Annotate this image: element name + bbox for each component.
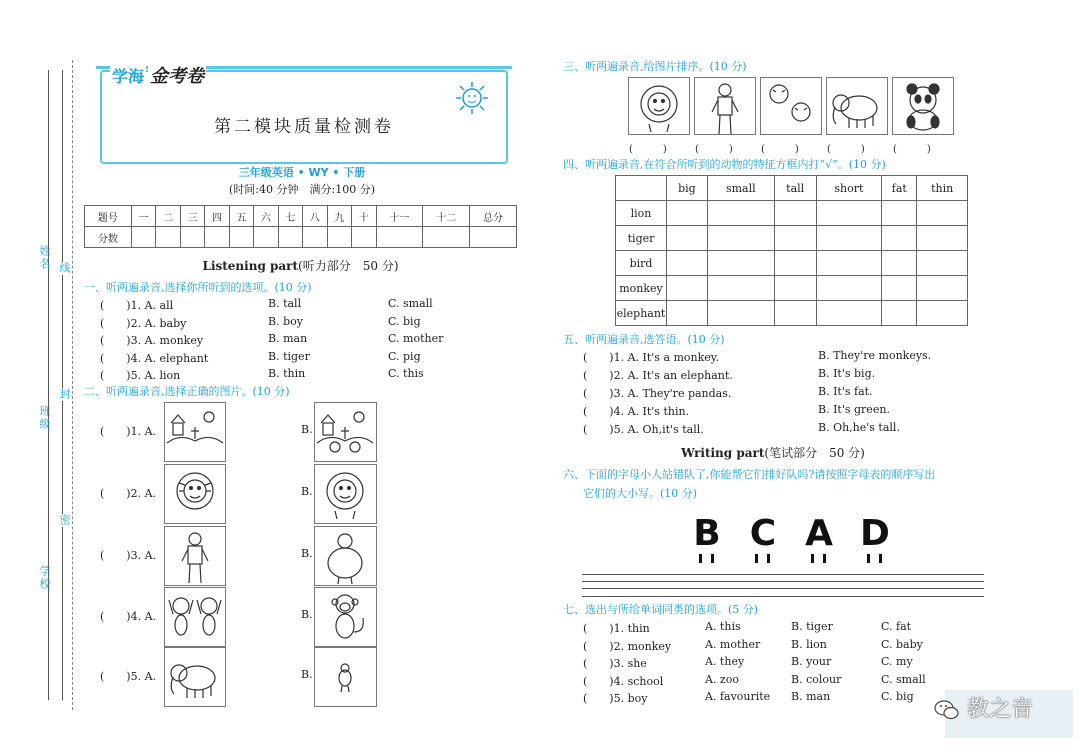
q4-column-header: big — [667, 176, 708, 201]
score-input-cell[interactable] — [254, 227, 278, 248]
q4-row — [616, 251, 968, 276]
score-input-cell[interactable] — [180, 227, 204, 248]
time-info: (时间:40 分钟 满分:100 分) — [229, 183, 375, 196]
q2-picture-a-scene-icon[interactable] — [164, 402, 226, 462]
page-title: 第二模块质量检测卷 — [214, 117, 394, 137]
q5-item: ( )1. A. It's a monkey. — [583, 351, 720, 364]
q4-check-cell[interactable] — [882, 251, 917, 276]
q2-item: ( )1. A. — [100, 425, 157, 438]
q4-column-header: fat — [882, 176, 917, 201]
q7-option-a: A. mother — [705, 637, 761, 651]
q5-item: ( )2. A. It's an elephant. — [583, 369, 733, 382]
q1-option-b: B. boy — [268, 314, 303, 328]
q7-option-b: B. colour — [791, 672, 842, 686]
q4-check-cell[interactable] — [707, 276, 774, 301]
letter-glyph: A — [805, 513, 833, 554]
school-label: 学校 — [38, 565, 51, 591]
q3-heading: 三、听两遍录音,给图片排序。(10 分) — [563, 60, 747, 73]
q4-check-cell[interactable] — [816, 276, 882, 301]
binding-line-cut — [72, 60, 73, 710]
score-input-cell[interactable] — [303, 227, 327, 248]
q4-row — [616, 226, 968, 251]
q4-header-row — [616, 176, 968, 201]
q1-option-c: C. pig — [388, 349, 421, 363]
score-input-cell[interactable] — [229, 227, 253, 248]
q3-picture-man-icon[interactable] — [694, 77, 756, 135]
q4-check-cell[interactable] — [917, 301, 968, 326]
brand-logo-name: 金考卷 — [148, 62, 206, 88]
q1-item: ( )3. A. monkey — [100, 334, 204, 348]
q6-heading-line2: 它们的大小写。(10 分) — [583, 487, 698, 500]
q3-picture-panda-icon[interactable] — [892, 77, 954, 135]
q7-option-a: A. favourite — [705, 690, 771, 704]
score-header-cell: 四 — [205, 206, 229, 227]
score-input-cell[interactable] — [327, 227, 351, 248]
watermark-badge — [945, 690, 1073, 738]
q4-check-cell[interactable] — [667, 226, 708, 251]
q4-row-label: monkey — [616, 276, 667, 301]
q5-option-b: B. It's fat. — [818, 385, 873, 398]
q3-picture-tigers-icon[interactable] — [760, 77, 822, 135]
score-input-cell[interactable] — [156, 227, 180, 248]
score-input-cell[interactable] — [470, 227, 517, 248]
letter-figure-b — [690, 514, 724, 564]
q1-option-b: B. thin — [268, 367, 306, 381]
q7-option-b: B. your — [791, 655, 832, 669]
binding-line-left — [48, 70, 49, 700]
q5-option-b: B. It's big. — [818, 367, 876, 380]
q4-check-cell[interactable] — [707, 226, 774, 251]
q7-option-a: A. they — [705, 655, 745, 669]
q4-column-header: small — [707, 176, 774, 201]
q2-picture-a-tiger-icon[interactable] — [164, 464, 226, 524]
q7-option-c: C. baby — [881, 637, 923, 651]
q4-check-cell[interactable] — [882, 226, 917, 251]
q2-option-b-label: B. — [301, 485, 313, 498]
q4-check-cell[interactable] — [774, 251, 816, 276]
q4-heading: 四、听两遍录音,在符合所听到的动物的特征方框内打“√”。(10 分) — [563, 158, 886, 171]
letter-figure-d — [858, 514, 892, 564]
listening-part-title — [84, 257, 517, 274]
letter-glyph: C — [749, 513, 777, 554]
q4-row-label: elephant — [616, 301, 667, 326]
wechat-icon — [933, 698, 961, 722]
watermark-text: 教之音 — [967, 697, 1034, 722]
q4-check-cell[interactable] — [816, 251, 882, 276]
q4-check-cell[interactable] — [882, 201, 917, 226]
class-label: 班级 — [38, 405, 51, 431]
score-header-cell: 七 — [278, 206, 302, 227]
q1-item: ( )2. A. baby — [100, 316, 187, 330]
q7-item: ( )1. thin — [583, 622, 650, 635]
q4-check-cell[interactable] — [816, 301, 882, 326]
writing-title-en: Writing part — [681, 446, 765, 460]
q4-check-cell[interactable] — [917, 201, 968, 226]
q5-item: ( )5. A. Oh,it's tall. — [583, 423, 704, 436]
score-input-cell[interactable] — [131, 227, 155, 248]
q4-column-header: short — [816, 176, 882, 201]
cut-mark-seal: 封 — [58, 388, 71, 401]
q3-picture-elephant-icon[interactable] — [826, 77, 888, 135]
letter-leg — [711, 554, 714, 563]
letter-leg — [823, 554, 826, 563]
listening-title-cn: (听力部分 50 分) — [298, 259, 399, 273]
q1-item: ( )5. A. lion — [100, 369, 181, 383]
q7-option-b: B. man — [791, 690, 831, 704]
writing-line — [582, 574, 984, 575]
q7-option-c: C. my — [881, 655, 913, 669]
score-header-cell: 二 — [156, 206, 180, 227]
listening-title-en: Listening part — [202, 259, 299, 273]
q4-row-label: lion — [616, 201, 667, 226]
letter-leg — [767, 554, 770, 563]
letter-leg — [699, 554, 702, 563]
writing-part-title — [563, 444, 983, 461]
q4-check-cell[interactable] — [774, 276, 816, 301]
q3-picture-lion-icon[interactable] — [628, 77, 690, 135]
q1-heading: 一、听两遍录音,选择你所听到的选项。(10 分) — [84, 281, 312, 294]
q4-column-header: tall — [774, 176, 816, 201]
score-input-cell[interactable] — [205, 227, 229, 248]
q7-item: ( )4. school — [583, 674, 664, 688]
score-header-cell: 十 — [352, 206, 376, 227]
q5-option-b: B. Oh,he's tall. — [818, 421, 900, 434]
writing-title-cn: (笔试部分 50 分) — [764, 446, 865, 460]
score-input-cell[interactable] — [376, 227, 423, 248]
q5-heading: 五、听两遍录音,选答语。(10 分) — [563, 333, 725, 346]
q4-check-cell[interactable] — [816, 201, 882, 226]
cut-mark-line: 线 — [58, 262, 71, 275]
q4-check-cell[interactable] — [667, 276, 708, 301]
q7-option-b: B. lion — [791, 637, 827, 651]
q7-item: ( )3. she — [583, 657, 647, 671]
q1-option-c: C. big — [388, 314, 421, 328]
q7-item: ( )5. boy — [583, 692, 648, 706]
score-header-cell: 八 — [303, 206, 327, 227]
score-header-cell: 总分 — [470, 206, 517, 227]
q4-row — [616, 301, 968, 326]
letter-figure-a — [802, 514, 836, 564]
score-header-cell: 十二 — [423, 206, 470, 227]
q4-check-cell[interactable] — [917, 226, 968, 251]
q4-check-cell[interactable] — [882, 301, 917, 326]
letter-leg — [879, 554, 882, 563]
q4-check-cell[interactable] — [707, 251, 774, 276]
q2-picture-a-man-icon[interactable] — [164, 526, 226, 586]
q4-check-cell[interactable] — [667, 251, 708, 276]
q5-option-b: B. It's green. — [818, 403, 890, 416]
q3-answer-blank[interactable]: ( ) — [695, 144, 733, 155]
cut-mark-secret: 密 — [58, 514, 71, 527]
q7-option-a: A. this — [705, 620, 741, 633]
q2-picture-b-monkey-icon[interactable] — [314, 587, 377, 647]
q1-option-b: B. man — [268, 332, 308, 346]
q4-check-cell[interactable] — [917, 251, 968, 276]
q1-option-b: B. tiger — [268, 349, 310, 363]
q4-feature-table — [615, 175, 968, 326]
q7-heading: 七、选出与所给单词同类的选项。(5 分) — [563, 603, 759, 616]
score-table — [84, 205, 517, 248]
q1-option-c: C. mother — [388, 332, 444, 346]
q2-item: ( )2. A. — [100, 487, 157, 500]
q7-option-c: C. fat — [881, 620, 912, 633]
q4-column-header: thin — [917, 176, 968, 201]
letter-figure-c — [746, 514, 780, 564]
q4-check-cell[interactable] — [917, 276, 968, 301]
letter-leg — [755, 554, 758, 563]
score-input-cell[interactable] — [352, 227, 376, 248]
binding-line-mid — [62, 70, 63, 700]
q2-item: ( )4. A. — [100, 610, 157, 623]
q4-check-cell[interactable] — [667, 201, 708, 226]
q2-picture-b-scene2-icon[interactable] — [314, 402, 377, 462]
q1-item: ( )4. A. elephant — [100, 351, 209, 365]
score-table-header-row — [85, 206, 517, 227]
score-header-cell: 六 — [254, 206, 278, 227]
q7-option-c: C. big — [881, 690, 914, 704]
writing-line — [582, 596, 984, 597]
letter-leg — [867, 554, 870, 563]
q4-row — [616, 276, 968, 301]
q2-picture-b-lion-icon[interactable] — [314, 464, 377, 524]
q7-option-a: A. zoo — [705, 672, 739, 686]
q1-option-b: B. tall — [268, 297, 302, 310]
q6-heading: 六、下面的字母小人站错队了,你能帮它们排好队吗?请按照字母表的顺序写出 — [563, 468, 936, 481]
writing-line — [582, 581, 984, 582]
q2-item: ( )5. A. — [100, 670, 157, 683]
q7-option-c: C. small — [881, 672, 926, 686]
q4-check-cell[interactable] — [774, 201, 816, 226]
score-header-cell: 五 — [229, 206, 253, 227]
q1-option-c: C. small — [388, 297, 433, 310]
letter-glyph: B — [693, 513, 721, 554]
q4-corner-cell — [616, 176, 667, 201]
q2-picture-a-elephant-icon[interactable] — [164, 647, 226, 707]
score-header-cell: 一 — [131, 206, 155, 227]
q4-row-label: bird — [616, 251, 667, 276]
q7-option-b: B. tiger — [791, 620, 833, 633]
q4-check-cell[interactable] — [816, 226, 882, 251]
q4-check-cell[interactable] — [882, 276, 917, 301]
q2-picture-a-monkeys-icon[interactable] — [164, 587, 226, 647]
q2-item: ( )3. A. — [100, 549, 157, 562]
letter-glyph: D — [860, 513, 890, 554]
q4-check-cell[interactable] — [667, 301, 708, 326]
letter-leg — [811, 554, 814, 563]
q2-heading: 二、听两遍录音,选择正确的图片。(10 分) — [84, 385, 290, 398]
q2-option-b-label: B. — [301, 547, 313, 560]
q4-check-cell[interactable] — [707, 201, 774, 226]
grade-subtitle: 三年级英语 • WY • 下册 — [238, 166, 366, 179]
header-banner — [100, 66, 508, 164]
q1-option-c: C. this — [388, 367, 424, 381]
brand-logo: 学海 — [110, 64, 146, 87]
name-label: 姓名 — [38, 245, 51, 271]
q3-answer-blank[interactable]: ( ) — [827, 144, 865, 155]
score-input-cell[interactable] — [278, 227, 302, 248]
q5-option-b: B. They're monkeys. — [818, 349, 932, 362]
score-header-cell: 九 — [327, 206, 351, 227]
q3-answer-blank[interactable]: ( ) — [893, 144, 931, 155]
q4-check-cell[interactable] — [774, 301, 816, 326]
writing-line — [582, 588, 984, 589]
q2-picture-b-bird-icon[interactable] — [314, 647, 377, 707]
q4-check-cell[interactable] — [707, 301, 774, 326]
score-header-cell: 题号 — [85, 206, 132, 227]
q5-item: ( )4. A. It's thin. — [583, 405, 690, 418]
q2-option-b-label: B. — [301, 423, 313, 436]
q5-item: ( )3. A. They're pandas. — [583, 387, 732, 400]
q7-item: ( )2. monkey — [583, 639, 672, 653]
q1-item: ( )1. A. all — [100, 299, 174, 312]
score-table-score-row — [85, 227, 517, 248]
q2-picture-b-fatman-icon[interactable] — [314, 526, 377, 586]
q2-option-b-label: B. — [301, 608, 313, 621]
q3-answer-blank[interactable]: ( ) — [629, 144, 667, 155]
q2-option-b-label: B. — [301, 668, 313, 681]
q3-answer-blank[interactable]: ( ) — [761, 144, 799, 155]
score-input-cell[interactable] — [423, 227, 470, 248]
q4-row — [616, 201, 968, 226]
q4-row-label: tiger — [616, 226, 667, 251]
q4-check-cell[interactable] — [774, 226, 816, 251]
score-row-label: 分数 — [85, 227, 132, 248]
sun-icon — [454, 80, 490, 116]
score-header-cell: 十一 — [376, 206, 423, 227]
score-header-cell: 三 — [180, 206, 204, 227]
